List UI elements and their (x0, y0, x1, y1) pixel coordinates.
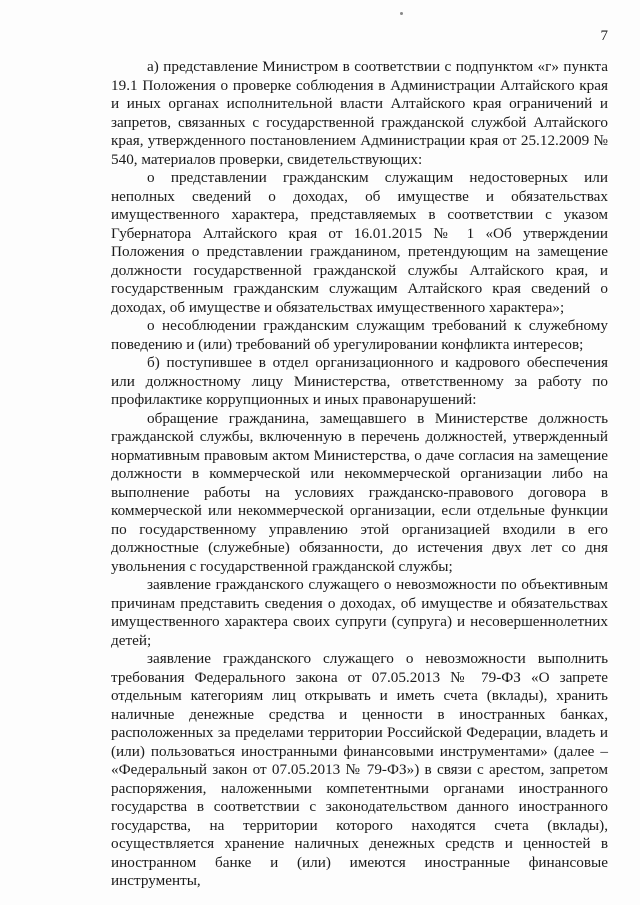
paragraph-false-info: о представлении гражданским служащим недостоверных или неполных сведений о доходах, об имуществе и обязательствах имущественного характера, представляемых в соответствии с указом Губернатора Алтайского края от 16.01.2015 № 1 «Об утверждении Положения о представлении гражданином, претендующим на замещение должности государственной гражданской службы Алтайского края, и государственным гражданским служащим Алтайского края сведений о доходах, об имуществе и обязательствах имущественного характера»; (111, 169, 608, 316)
paragraph-income-statement: заявление гражданского служащего о невозможности по объективным причинам представить сведения о доходах, об имуществе и обязательствах имущественного характера своих супруги (супруга) и несовершеннолетних детей; (111, 576, 608, 649)
paragraph-foreign-accounts: заявление гражданского служащего о невозможности выполнить требования Федерального закона от 07.05.2013 № 79-ФЗ «О запрете отдельным категориям лиц открывать и иметь счета (вклады), хранить наличные денежные средства и ценности в иностранных банках, расположенных за пределами территории Российской Федерации, владеть и (или) пользоваться иностранными финансовыми инструментами» (далее – «Федеральный закон от 07.05.2013 № 79-ФЗ») в связи с арестом, запретом распоряжения, наложенными компетентными органами иностранного государства в соответствии с законодательством данного иностранного государства, на территории которого находятся счета (вклады), осуществляется хранение наличных денежных средств и ценностей в иностранном банке и (или) имеются иностранные финансовые инструменты, (111, 650, 608, 889)
paragraph-a-intro: а) представление Министром в соответствии с подпунктом «г» пункта 19.1 Положения о проверке соблюдения в Администрации Алтайского края и иных органах исполнительной власти Алтайского края ограничений и запретов, связанных с государственной гражданской службой Алтайского края, утвержденного постановлением Администрации края от 25.12.2009 № 540, материалов проверки, свидетельствующих: (111, 58, 608, 168)
paragraph-noncompliance: о несоблюдении гражданским служащим требований к служебному поведению и (или) требований об урегулировании конфликта интересов; (111, 317, 608, 353)
page-number: 7 (600, 28, 608, 44)
document-body (111, 58, 608, 891)
paragraph-b-intro: б) поступившее в отдел организационного и кадрового обеспечения или должностному лицу Министерства, ответственному за работу по профилактике коррупционных и иных правонарушений: (111, 354, 608, 408)
scan-speck (400, 12, 403, 15)
paragraph-citizen-appeal: обращение гражданина, замещавшего в Министерстве должность гражданской службы, включенную в перечень должностей, утвержденный нормативным правовым актом Министерства, о даче согласия на замещение должности в коммерческой или некоммерческой организации либо на выполнение работы на условиях гражданско-правового договора в коммерческой или некоммерческой организации, если отдельные функции по государственному управлению этой организацией входили в его должностные (служебные) обязанности, до истечения двух лет со дня увольнения с государственной гражданской службы; (111, 409, 608, 575)
